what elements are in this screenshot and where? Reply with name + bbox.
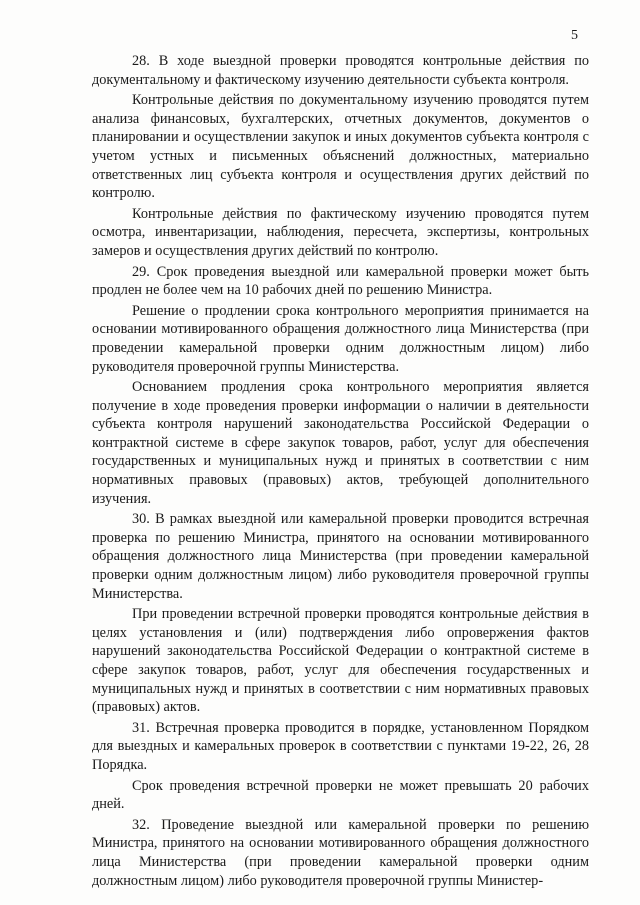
- paragraph-extension-grounds: Основанием продления срока контрольного мероприятия является получение в ходе проведения проверки информации о наличии в деятельности субъекта контроля нарушений законодательства Российской Федерации о контрактной системе в сфере закупок товаров, работ, услуг для обеспечения государственных и муниципальных нужд и принятых в соответствии с ним нормативных правовых (правовых) актов, требующей дополнительного изучения.: [92, 379, 589, 507]
- paragraph-32: 32. Проведение выездной или камеральной проверки по решению Министра, принятого на основании мотивированного обращения должностного лица Министерства (при проведении камеральной проверки одним должностным лицом) либо руководителя проверочной группы Министер-: [92, 816, 589, 889]
- paragraph-counter-check-actions: При проведении встречной проверки проводятся контрольные действия в целях установления и (или) подтверждения либо опровержения фактов нарушений законодательства Российской Федерации о контрактной системе в сфере закупок товаров, работ, услуг для обеспечения государственных и муниципальных нужд и принятых в соответствии с ним нормативных правовых (правовых) актов.: [92, 606, 589, 716]
- document-body: [92, 52, 589, 892]
- paragraph-29: 29. Срок проведения выездной или камеральной проверки может быть продлен не более чем на 10 рабочих дней по решению Министра.: [92, 263, 589, 299]
- page-number: 5: [571, 28, 578, 43]
- paragraph-31: 31. Встречная проверка проводится в порядке, установленном Порядком для выездных и камеральных проверок в соответствии с пунктами 19-22, 26, 28 Порядка.: [92, 719, 589, 773]
- paragraph-28: 28. В ходе выездной проверки проводятся контрольные действия по документальному и фактическому изучению деятельности субъекта контроля.: [92, 53, 589, 88]
- paragraph-30: 30. В рамках выездной или камеральной проверки проводится встречная проверка по решению Министра, принятого на основании мотивированного обращения должностного лица Министерства (при проведении камеральной проверки одним должностным лицом) либо руководителя проверочной группы Министерства.: [92, 511, 589, 602]
- paragraph-extension-decision: Решение о продлении срока контрольного мероприятия принимается на основании мотивированного обращения должностного лица Министерства (при проведении камеральной проверки одним должностным лицом) либо руководителя проверочной группы Министерства.: [92, 302, 589, 375]
- paragraph-documentary-study: Контрольные действия по документальному изучению проводятся путем анализа финансовых, бухгалтерских, отчетных документов, документов о планировании и осуществлении закупок и иных документов субъекта контроля с учетом устных и письменных объяснений должностных, материально ответственных лиц субъекта контроля и осуществления других действий по контролю.: [92, 92, 589, 202]
- paragraph-counter-check-term: Срок проведения встречной проверки не может превышать 20 рабочих дней.: [92, 777, 589, 813]
- paragraph-factual-study: Контрольные действия по фактическому изучению проводятся путем осмотра, инвентаризации, наблюдения, пересчета, экспертизы, контрольных замеров и осуществления других действий по контролю.: [92, 205, 589, 259]
